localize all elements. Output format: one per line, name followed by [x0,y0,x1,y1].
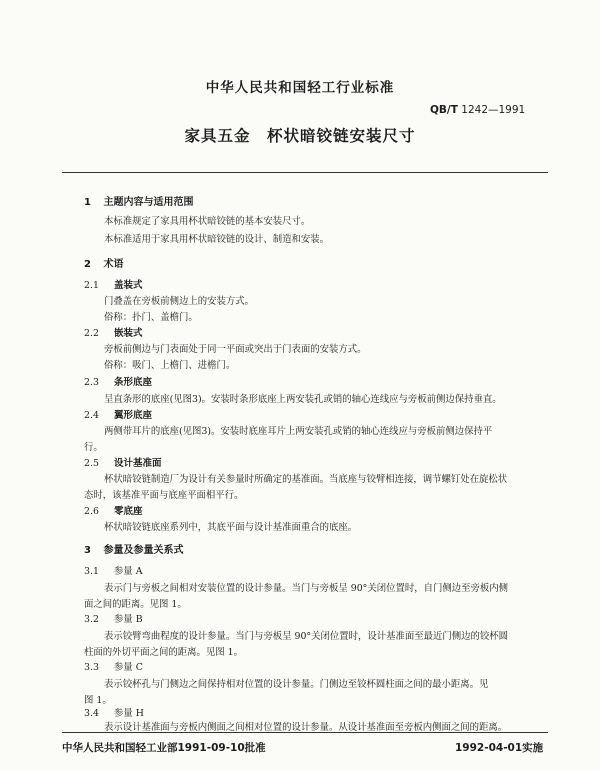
term-label: 盖装式 [114,280,143,291]
term-2-5-definition-line-2: 态时，该基准平面与底座平面相平行。 [84,490,244,501]
standard-organization: 中华人民共和国轻工行业标准 [205,80,395,96]
term-number: 2.5 [84,458,99,469]
term-2-5-definition-line-1: 杯状暗铰链制造厂为设计有关参量时所确定的基准面。当底座与铰臂相连接，调节螺钉处在旋松状 [104,474,508,485]
term-label: 设计基准面 [114,458,162,469]
top-rule [62,172,548,173]
term-2-6-definition: 杯状暗铰链底座系列中，其底平面与设计基准面重合的底座。 [104,522,358,533]
term-label: 翼形底座 [114,410,153,421]
parameter-3-2-line-1: 表示铰臂弯曲程度的设计参量。当门与旁板呈 90°关闭位置时，设计基准面至最近门侧边的铰杯圆 [104,631,508,642]
parameter-number: 3.3 [84,662,99,673]
section-1-paragraph-2: 本标准适用于家具用杯状暗铰链的设计、制造和安装。 [104,234,330,245]
standard-code [430,104,525,116]
section-2-heading [84,255,123,270]
parameter-3-1-heading [84,563,143,577]
document-title: 家具五金 杯状暗铰链安装尺寸 [184,127,416,145]
parameter-3-4-line-1: 表示设计基准面与旁板内侧面之间相对位置的设计参量。从设计基准面至旁板内侧面之间的距离。 [104,722,508,733]
term-2-5-heading [84,455,162,469]
parameter-3-3-heading [84,659,143,673]
term-number: 2.1 [84,280,99,291]
parameter-label: 参量 A [114,566,143,577]
term-2-1-heading [84,277,143,291]
parameter-label: 参量 C [114,662,143,673]
term-2-4-definition-line-2: 行。 [84,442,103,453]
term-2-1-definition: 门叠盖在旁板前侧边上的安装方式。 [104,296,255,307]
standard-code-number: 1242—1991 [461,104,526,116]
parameter-3-2-line-2: 柱面的外切平面之间的距离。见图 1。 [84,647,243,658]
term-label: 条形底座 [114,377,153,388]
bottom-rule [62,732,548,733]
approval-statement: 中华人民共和国轻工业部1991-09-10批准 [62,742,266,754]
effective-date: 1992-04-01实施 [455,742,544,754]
term-2-2-heading [84,325,143,339]
term-2-2-definition: 旁板前侧边与门表面处于同一平面或突出于门表面的安装方式。 [104,344,367,355]
parameter-3-1-line-1: 表示门与旁板之间相对安装位置的设计参量。当门与旁板呈 90°关闭位置时，自门侧边至旁板内侧 [104,583,508,594]
parameter-number: 3.1 [84,566,99,577]
term-label: 零底座 [114,506,143,517]
term-label: 嵌装式 [114,328,143,339]
parameter-label: 参量 H [114,708,144,719]
term-2-4-heading [84,407,152,421]
parameter-3-4-heading [84,705,144,719]
parameter-label: 参量 B [114,614,143,625]
section-number: 2 [84,259,91,270]
term-2-1-alias: 俗称：扑门、盖檐门。 [104,312,198,323]
section-title: 主题内容与适用范围 [103,197,194,208]
section-3-heading [84,541,183,556]
parameter-3-3-line-2: 图 1。 [84,695,112,706]
term-number: 2.2 [84,328,99,339]
parameter-3-1-line-2: 面之间的距离。见图 1。 [84,599,187,610]
term-2-6-heading [84,503,143,517]
section-1-paragraph-1: 本标准规定了家具用杯状暗铰链的基本安装尺寸。 [104,216,311,227]
section-number: 1 [84,197,91,208]
section-1-heading [84,193,193,208]
section-number: 3 [84,545,91,556]
parameter-number: 3.2 [84,614,99,625]
parameter-3-3-line-1: 表示铰杯孔与门侧边之间保持相对位置的设计参量。门侧边至铰杯圆柱面之间的最小距离。见 [104,679,489,690]
term-2-4-definition-line-1: 两侧带耳片的底座(见图3)。安装时底座耳片上两安装孔或销的轴心连线应与旁板前侧边保持平 [104,426,493,437]
term-2-3-heading [84,374,152,388]
parameter-number: 3.4 [84,708,99,719]
standard-code-prefix: QB/T [430,104,458,116]
section-title: 参量及参量关系式 [103,545,184,556]
term-2-3-definition: 呈直条形的底座(见图3)。安装时条形底座上两安装孔或销的轴心连线应与旁板前侧边保持垂直。 [104,394,502,405]
term-number: 2.3 [84,377,99,388]
parameter-3-2-heading [84,611,143,625]
term-number: 2.6 [84,506,99,517]
section-title: 术语 [103,259,124,270]
term-number: 2.4 [84,410,99,421]
term-2-2-alias: 俗称：吸门、上檐门、进檐门。 [104,360,236,371]
